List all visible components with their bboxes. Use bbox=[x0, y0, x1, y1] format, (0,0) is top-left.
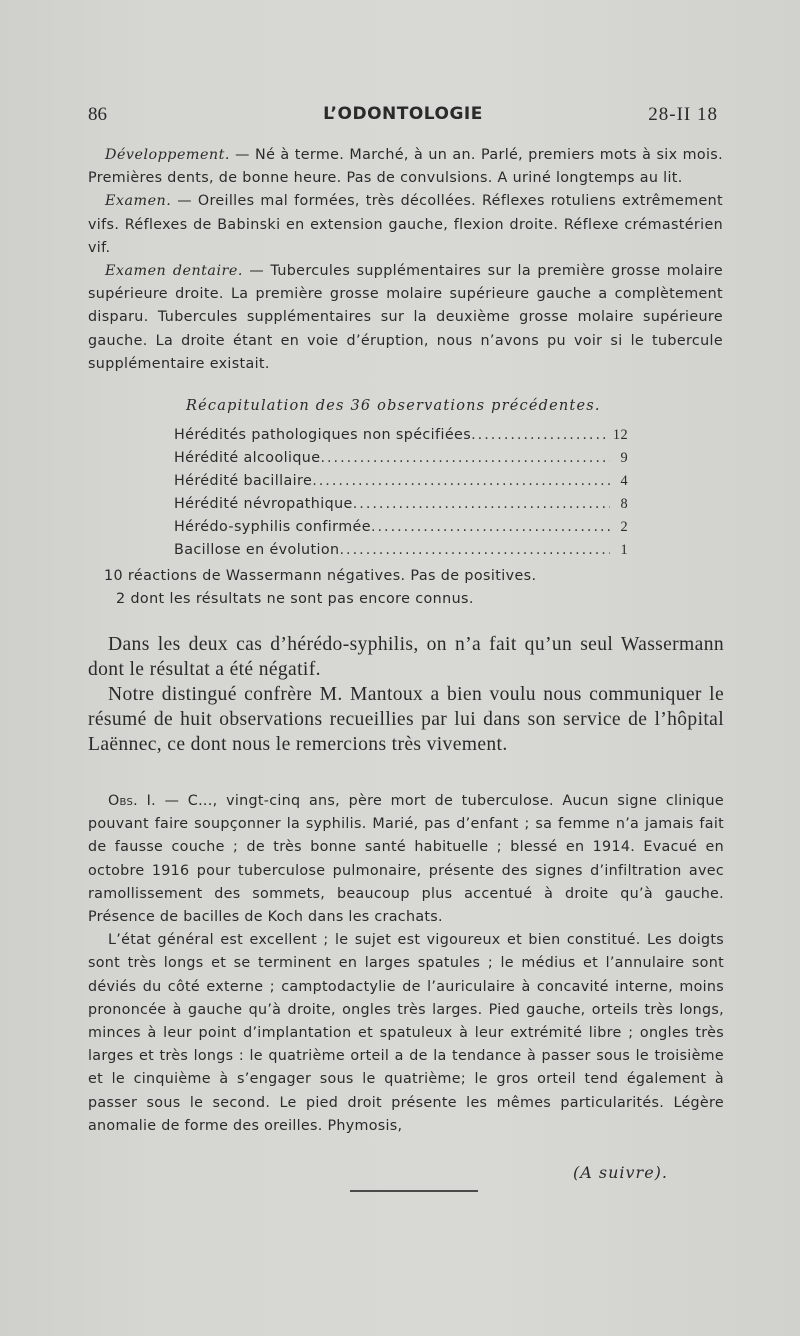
recap-label: Bacillose en évolution bbox=[174, 542, 340, 558]
issue-date: 28-II 18 bbox=[648, 104, 718, 125]
wassermann-notes bbox=[104, 565, 724, 611]
observation-1 bbox=[88, 790, 724, 1138]
page-number: 86 bbox=[88, 104, 107, 125]
intro-section bbox=[88, 144, 723, 376]
note-line: 2 dont les résultats ne sont pas encore connus. bbox=[116, 591, 474, 607]
recap-label: Hérédo-syphilis confirmée bbox=[174, 519, 371, 535]
recap-count: 4 bbox=[620, 473, 628, 489]
recap-row bbox=[174, 516, 628, 539]
observation-paragraph-2: L’état général est excellent ; le sujet est vigoureux et bien constitué. Les doigts sont très longs et se terminent en larges spatules ; le médius et l’annulaire sont déviés du côté externe ; camptodactylie de l’auriculaire à concavité interne, moins prononcée à gauche qu’à droite, ongles très larges. Pied gauche, orteils très longs, minces à leur point d’implantation et spatuleux à leur extrémité libre ; ongles très larges et très longs : le quatrième orteil a de la tendance à passer sous le troisième et le cinquième à s’engager sous le quatrième; le gros orteil tend également à passer sous le second. Le pied droit présente les mêmes particularités. Légère anomalie de forme des oreilles. Phymosis, bbox=[88, 932, 724, 1134]
running-header bbox=[88, 104, 718, 134]
paragraph-developpement bbox=[88, 144, 723, 190]
paragraph-mantoux: Notre distingué confrère M. Mantoux a bien voulu nous communiquer le résumé de huit observations recueillies par lui dans son service de l’hôpital Laënnec, ce dont nous le remercions très vivement. bbox=[88, 684, 724, 755]
recap-count: 2 bbox=[620, 519, 628, 535]
main-text bbox=[88, 632, 724, 757]
paragraph-examen bbox=[88, 190, 723, 260]
recap-label: Hérédités pathologiques non spécifiées bbox=[174, 427, 472, 443]
recap-label: Hérédité névropathique bbox=[174, 496, 353, 512]
label-developpement: Développement. bbox=[105, 147, 230, 163]
text-developpement: — Né à terme. Marché, à un an. Parlé, premiers mots à six mois. Premières dents, de bonne heure. Pas de convulsions. A uriné longtemps au lit. bbox=[88, 147, 723, 187]
note-line: 10 réactions de Wassermann négatives. Pas de positives. bbox=[104, 568, 537, 584]
text-examen: — Oreilles mal formées, très décollées. Réflexes rotuliens extrêmement vifs. Réflexes de Babinski en extension gauche, flexion droite. Réflexe crémastérien vif. bbox=[88, 193, 723, 256]
text-examen-dentaire: — Tubercules supplémentaires sur la première grosse molaire supérieure droite. La première grosse molaire supérieure gauche a complètement disparu. Tubercules supplémentaires sur la deuxième grosse molaire supérieure gauche. La droite étant en voie d’éruption, nous n’avons pu voir si le tubercule supplémentaire existait. bbox=[88, 263, 723, 372]
recap-label: Hérédité alcoolique bbox=[174, 450, 321, 466]
observation-text: — C..., vingt-cinq ans, père mort de tuberculose. Aucun signe clinique pouvant faire soupçonner la syphilis. Marié, pas d’enfant ; sa femme n’a jamais fait de fausse couche ; de très bonne santé habituelle ; blessé en 1914. Evacué en octobre 1916 pour tuberculose pulmonaire, présente des signes d’infiltration avec ramollissement des sommets, beaucoup plus accentué à droite qu’à gauche. Présence de bacilles de Koch dans les crachats. bbox=[88, 793, 724, 926]
recap-row bbox=[174, 493, 628, 516]
label-examen: Examen. bbox=[105, 193, 172, 210]
paragraph-heredo-syphilis: Dans les deux cas d’hérédo-syphilis, on n’a fait qu’un seul Wassermann dont le résultat a été négatif. bbox=[88, 634, 724, 680]
recap-label: Hérédité bacillaire bbox=[174, 473, 313, 489]
observation-label: Obs. I. bbox=[108, 793, 156, 809]
continuation-note: (A suivre). bbox=[573, 1163, 668, 1182]
recap-row bbox=[174, 424, 628, 447]
recap-count: 8 bbox=[620, 496, 628, 512]
end-rule bbox=[350, 1190, 478, 1192]
recap-count: 1 bbox=[620, 542, 628, 558]
recap-title: Récapitulation des 36 observations précédentes. bbox=[186, 398, 601, 414]
observation-paragraph bbox=[88, 790, 724, 929]
paragraph-examen-dentaire bbox=[88, 260, 723, 376]
recap-count: 9 bbox=[620, 450, 628, 466]
recap-row bbox=[174, 539, 628, 562]
recap-row bbox=[174, 447, 628, 470]
recap-row bbox=[174, 470, 628, 493]
journal-title: L’ODONTOLOGIE bbox=[323, 104, 483, 124]
label-examen-dentaire: Examen dentaire. bbox=[105, 263, 243, 280]
recap-table bbox=[174, 424, 628, 562]
recap-count: 12 bbox=[612, 427, 628, 443]
